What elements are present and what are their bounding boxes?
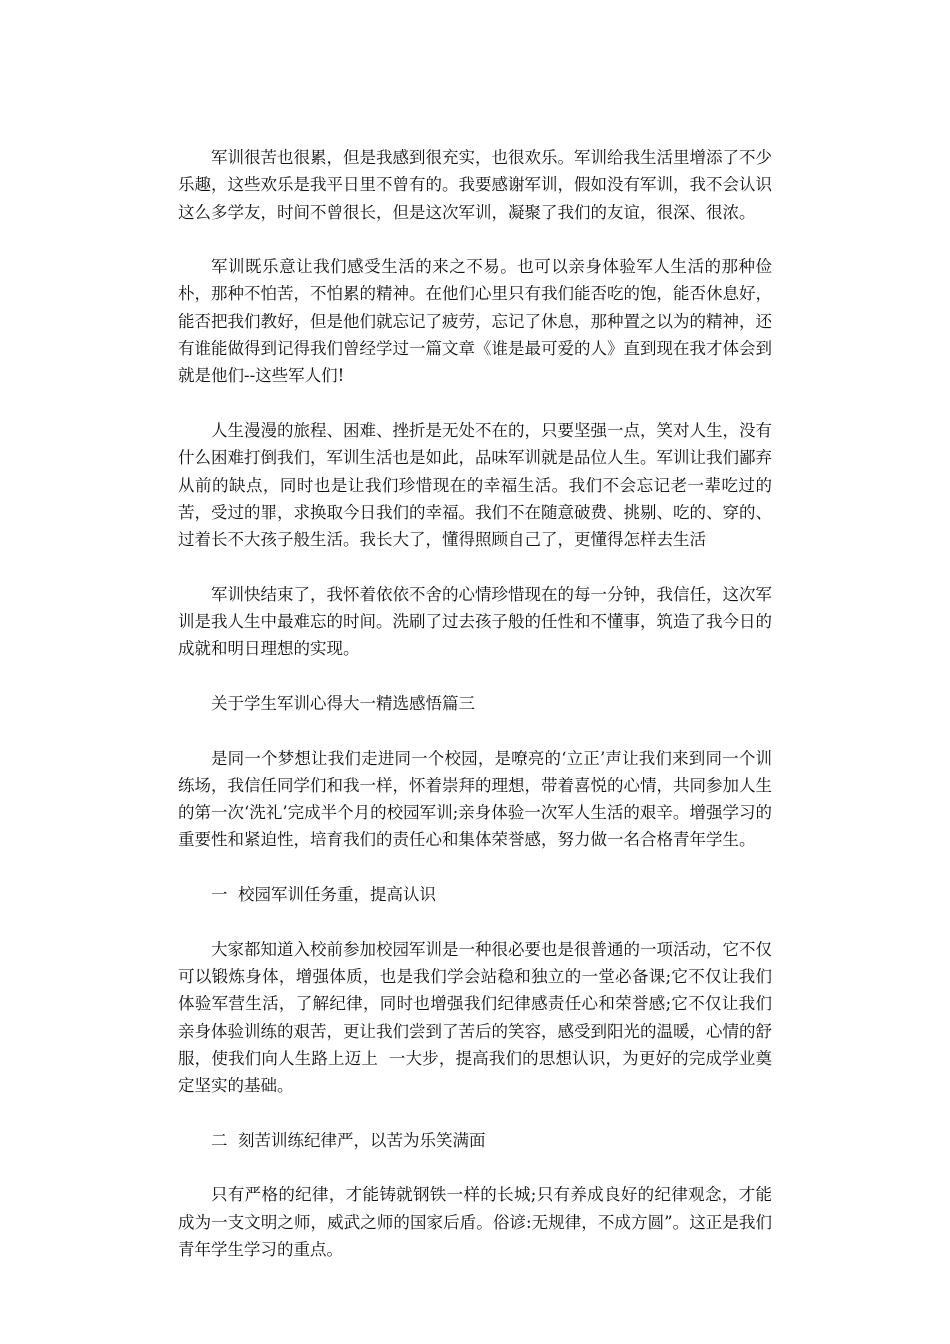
document-page	[178, 144, 772, 1290]
paragraph-4: 军训快结束了，我怀着依依不舍的心情珍惜现在的每一分钟，我信任，这次军训是我人生中最难忘的时间。洗刷了过去孩子般的任性和不懂事，筑造了我今日的成就和明日理想的实现。	[178, 584, 772, 659]
paragraph-6: 大家都知道入校前参加校园军训是一种很必要也是很普通的一项活动，它不仅可以锻炼身体，增强体质，也是我们学会站稳和独立的一堂必备课;它不仅让我们体验军营生活，了解纪律，同时也增强我们纪律感责任心和荣誉感;它不仅让我们亲身体验训练的艰苦，更让我们尝到了苦后的笑容，感受到阳光的温暖，心情的舒服，使我们向人生路上迈上 一大步，提高我们的思想认识，为更好的完成学业奠定坚实的基础。	[178, 939, 772, 1096]
subheading-2: 二 刻苦训练纪律严，以苦为乐笑满面	[211, 1130, 486, 1150]
paragraph-2: 军训既乐意让我们感受生活的来之不易。也可以亲身体验军人生活的那种俭朴，那种不怕苦，不怕累的精神。在他们心里只有我们能否吃的饱，能否休息好，能否把我们教好，但是他们就忘记了疲劳，忘记了休息，那种置之以为的精神，还有谁能做得到记得我们曾经学过一篇文章《谁是最可爱的人》直到现在我才体会到就是他们--这些军人们!	[178, 257, 772, 386]
section-title: 关于学生军训心得大一精选感悟篇三	[211, 693, 475, 713]
paragraph-7: 只有严格的纪律，才能铸就钢铁一样的长城;只有养成良好的纪律观念，才能成为一支文明之师，威武之师的国家后盾。俗谚:无规律，不成方圆”。这正是我们青年学生学习的重点。	[178, 1185, 772, 1259]
subheading-1: 一 校园军训任务重，提高认识	[211, 885, 436, 905]
paragraph-1: 军训很苦也很累，但是我感到很充实，也很欢乐。军训给我生活里增添了不少乐趣，这些欢乐是我平日里不曾有的。我要感谢军训，假如没有军训，我不会认识这么多学友，时间不曾很长，但是这次军训，凝聚了我们的友谊，很深、很浓。	[178, 148, 772, 222]
paragraph-3: 人生漫漫的旅程、困难、挫折是无处不在的，只要坚强一点，笑对人生，没有什么困难打倒我们，军训生活也是如此，品味军训就是品位人生。军训让我们鄙弃从前的缺点，同时也是让我们珍惜现在的幸福生活。我们不会忘记老一辈吃过的苦，受过的罪，求换取今日我们的幸福。我们不在随意破费、挑剔、吃的、穿的、过着长不大孩子般生活。我长大了，懂得照顾自己了，更懂得怎样去生活	[178, 420, 772, 550]
paragraph-5: 是同一个梦想让我们走进同一个校园，是嘹亮的‘立正’声让我们来到同一个训练场，我信任同学们和我一样，怀着崇拜的理想，带着喜悦的心情，共同参加人生的第一次‘洗礼’完成半个月的校园军训;亲身体验一次军人生活的艰辛。增强学习的重要性和紧迫性，培育我们的责任心和集体荣誉感，努力做一名合格青年学生。	[178, 748, 772, 850]
